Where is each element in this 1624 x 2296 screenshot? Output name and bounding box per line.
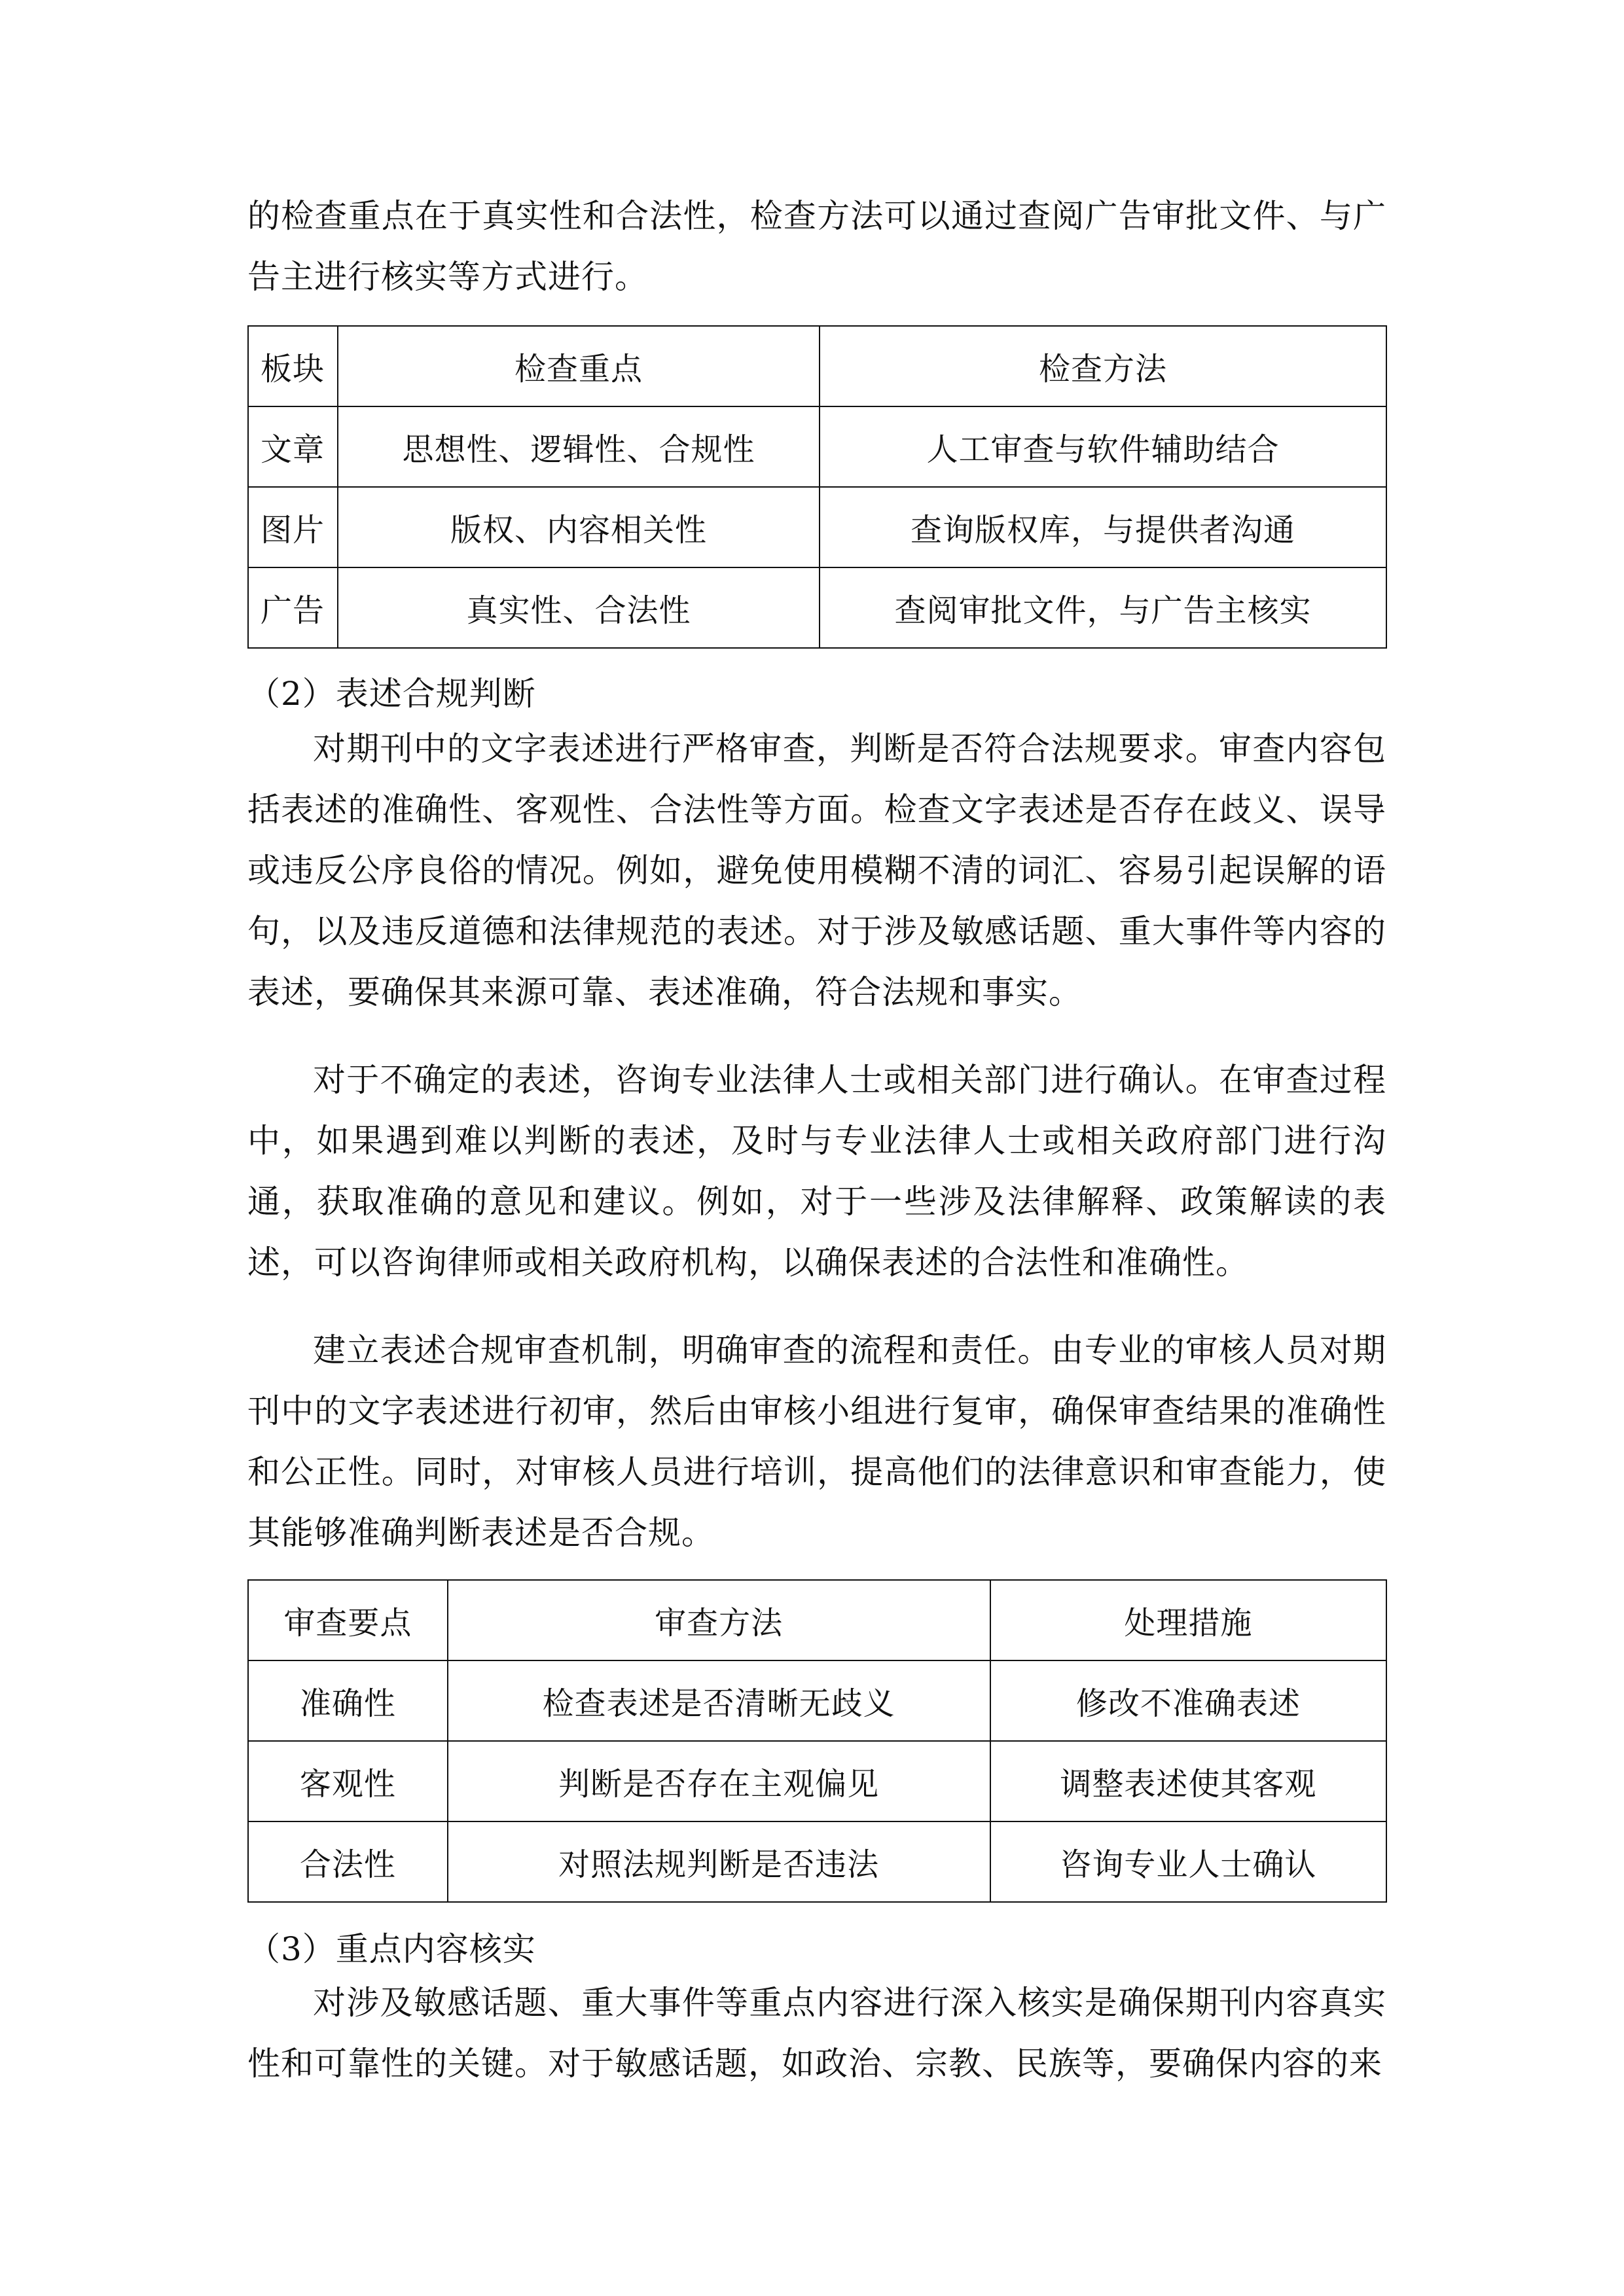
- table-cell: 真实性、合法性: [338, 567, 820, 648]
- table-cell: 思想性、逻辑性、合规性: [338, 406, 820, 487]
- table-row: [248, 1660, 1386, 1741]
- body-paragraph: 对涉及敏感话题、重大事件等重点内容进行深入核实是确保期刊内容真实性和可靠性的关键。对于敏感话题，如政治、宗教、民族等，要确保内容的来: [247, 1984, 1386, 2083]
- table-cell: 对照法规判断是否违法: [448, 1821, 990, 1902]
- table-cell: 准确性: [248, 1660, 448, 1741]
- body-paragraph: 对期刊中的文字表述进行严格审查，判断是否符合法规要求。审查内容包括表述的准确性、客观性、合法性等方面。检查文字表述是否存在歧义、误导或违反公序良俗的情况。例如，避免使用模糊不清的词汇、容易引起误解的语句，以及违反道德和法律规范的表述。对于涉及敏感话题、重大事件等内容的表述，要确保其来源可靠、表述准确，符合法规和事实。: [247, 730, 1386, 1011]
- table-cell: 客观性: [248, 1741, 448, 1821]
- table-header-cell: 处理措施: [990, 1580, 1386, 1660]
- table-cell: 图片: [248, 487, 338, 567]
- table-cell: 查阅审批文件，与广告主核实: [820, 567, 1386, 648]
- table-header-cell: 审查方法: [448, 1580, 990, 1660]
- body-paragraph: 建立表述合规审查机制，明确审查的流程和责任。由专业的审核人员对期刊中的文字表述进行初审，然后由审核小组进行复审，确保审查结果的准确性和公正性。同时，对审核人员进行培训，提高他们的法律意识和审查能力，使其能够准确判断表述是否合规。: [247, 1331, 1386, 1552]
- table-cell: 文章: [248, 406, 338, 487]
- table-row: [248, 1821, 1386, 1902]
- table-row: [248, 487, 1386, 567]
- table-header-cell: 板块: [248, 326, 338, 406]
- table-cell: 咨询专业人士确认: [990, 1821, 1386, 1902]
- table-row: [248, 1741, 1386, 1821]
- table-header-cell: 检查方法: [820, 326, 1386, 406]
- inspection-table: [247, 325, 1387, 649]
- review-table: [247, 1579, 1387, 1903]
- table-row: [248, 567, 1386, 648]
- table-header-row: [248, 1580, 1386, 1660]
- table-header-cell: 检查重点: [338, 326, 820, 406]
- table-header-cell: 审查要点: [248, 1580, 448, 1660]
- table-cell: 查询版权库，与提供者沟通: [820, 487, 1386, 567]
- table-header-row: [248, 326, 1386, 406]
- intro-paragraph: 的检查重点在于真实性和合法性，检查方法可以通过查阅广告审批文件、与广告主进行核实等方式进行。: [247, 197, 1386, 296]
- table-cell: 合法性: [248, 1821, 448, 1902]
- table-cell: 检查表述是否清晰无歧义: [448, 1660, 990, 1741]
- table-cell: 版权、内容相关性: [338, 487, 820, 567]
- table-cell: 调整表述使其客观: [990, 1741, 1386, 1821]
- table-row: [248, 406, 1386, 487]
- table-cell: 人工审查与软件辅助结合: [820, 406, 1386, 487]
- table-cell: 修改不准确表述: [990, 1660, 1386, 1741]
- table-cell: 广告: [248, 567, 338, 648]
- section-heading: （2）表述合规判断: [247, 675, 536, 713]
- table-cell: 判断是否存在主观偏见: [448, 1741, 990, 1821]
- section-heading: （3）重点内容核实: [247, 1930, 536, 1968]
- body-paragraph: 对于不确定的表述，咨询专业法律人士或相关部门进行确认。在审查过程中，如果遇到难以判断的表述，及时与专业法律人士或相关政府部门进行沟通，获取准确的意见和建议。例如，对于一些涉及法律解释、政策解读的表述，可以咨询律师或相关政府机构，以确保表述的合法性和准确性。: [247, 1061, 1386, 1282]
